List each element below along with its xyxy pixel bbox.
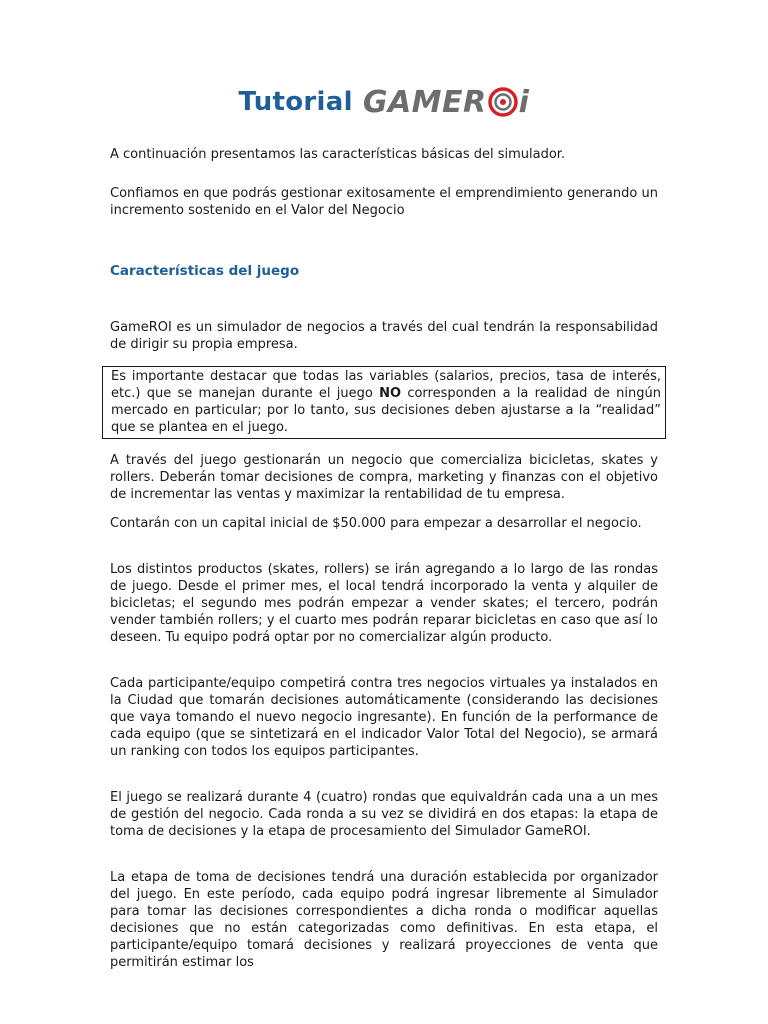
notice-text-before: Es importante destacar que todas las variables (salarios, precios, tasa de interés, etc.) que se manejan durante el juego bbox=[111, 369, 661, 401]
page-title: Tutorial bbox=[238, 87, 353, 117]
target-icon bbox=[488, 87, 518, 117]
section-heading: Características del juego bbox=[110, 263, 300, 279]
document-body bbox=[110, 146, 661, 971]
title-row bbox=[0, 84, 768, 120]
notice-bold-no: NO bbox=[379, 386, 402, 401]
paragraph-bicicletas: A través del juego gestionarán un negocio que comercializa bicicletas, skates y rollers. Deberán tomar decisiones de compra, marketing y finanzas con el objetivo de incrementar las ventas y maximizar la rentabilidad de tu empresa. bbox=[110, 453, 658, 502]
paragraph-etapa: La etapa de toma de decisiones tendrá una duración establecida por organizador del juego. En este período, cada equipo podrá ingresar libremente al Simulador para tomar las decisiones correspondientes a dicha ronda o modificar aquellas decisiones que no están categorizadas como definitivas. En esta etapa, el participante/equipo tomará decisiones y realizará proyecciones de venta que permitirán estimar los bbox=[110, 870, 658, 970]
paragraph-capital: Contarán con un capital inicial de $50.000 para empezar a desarrollar el negocio. bbox=[110, 516, 642, 531]
paragraph-productos: Los distintos productos (skates, rollers) se irán agregando a lo largo de las rondas de juego. Desde el primer mes, el local tendrá incorporado la venta y alquiler de bicicletas; el segundo mes podrán empezar a vender skates; el tercero, podrán vender también rollers; y el cuarto mes podrán reparar bicicletas en caso que así lo deseen. Tu equipo podrá optar por no comercializar algún producto. bbox=[110, 562, 658, 645]
paragraph-rondas: El juego se realizará durante 4 (cuatro) rondas que equivaldrán cada una a un mes de gestión del negocio. Cada ronda a su vez se dividirá en dos etapas: la etapa de toma de decisiones y la etapa de procesamiento del Simulador GameROI. bbox=[110, 790, 658, 839]
intro-paragraph-2: Confiamos en que podrás gestionar exitosamente el emprendimiento generando un incremento sostenido en el Valor del Negocio bbox=[110, 186, 658, 218]
logo-text-right: i bbox=[518, 84, 530, 120]
paragraph-participante: Cada participante/equipo competirá contra tres negocios virtuales ya instalados en la Ciudad que tomarán decisiones automáticamente (considerando las decisiones que vaya tomando el nuevo negocio ingresante). En función de la performance de cada equipo (que se sintetizará en el indicador Valor Total del Negocio), se armará un ranking con todos los equipos participantes. bbox=[110, 676, 658, 759]
intro-paragraph-1: A continuación presentamos las características básicas del simulador. bbox=[110, 147, 566, 162]
paragraph-gameroi: GameROI es un simulador de negocios a través del cual tendrán la responsabilidad de dirigir su propia empresa. bbox=[110, 320, 658, 352]
logo-letter-r: R bbox=[463, 84, 487, 120]
logo-text-left: GAME bbox=[362, 84, 464, 120]
gameroi-logo bbox=[363, 84, 530, 120]
notice-text-after: corresponden a la realidad de ningún mercado en particular; por lo tanto, sus decisiones deben ajustarse a la “realidad” que se plantea en el juego. bbox=[111, 386, 661, 435]
important-notice-box bbox=[102, 366, 666, 439]
